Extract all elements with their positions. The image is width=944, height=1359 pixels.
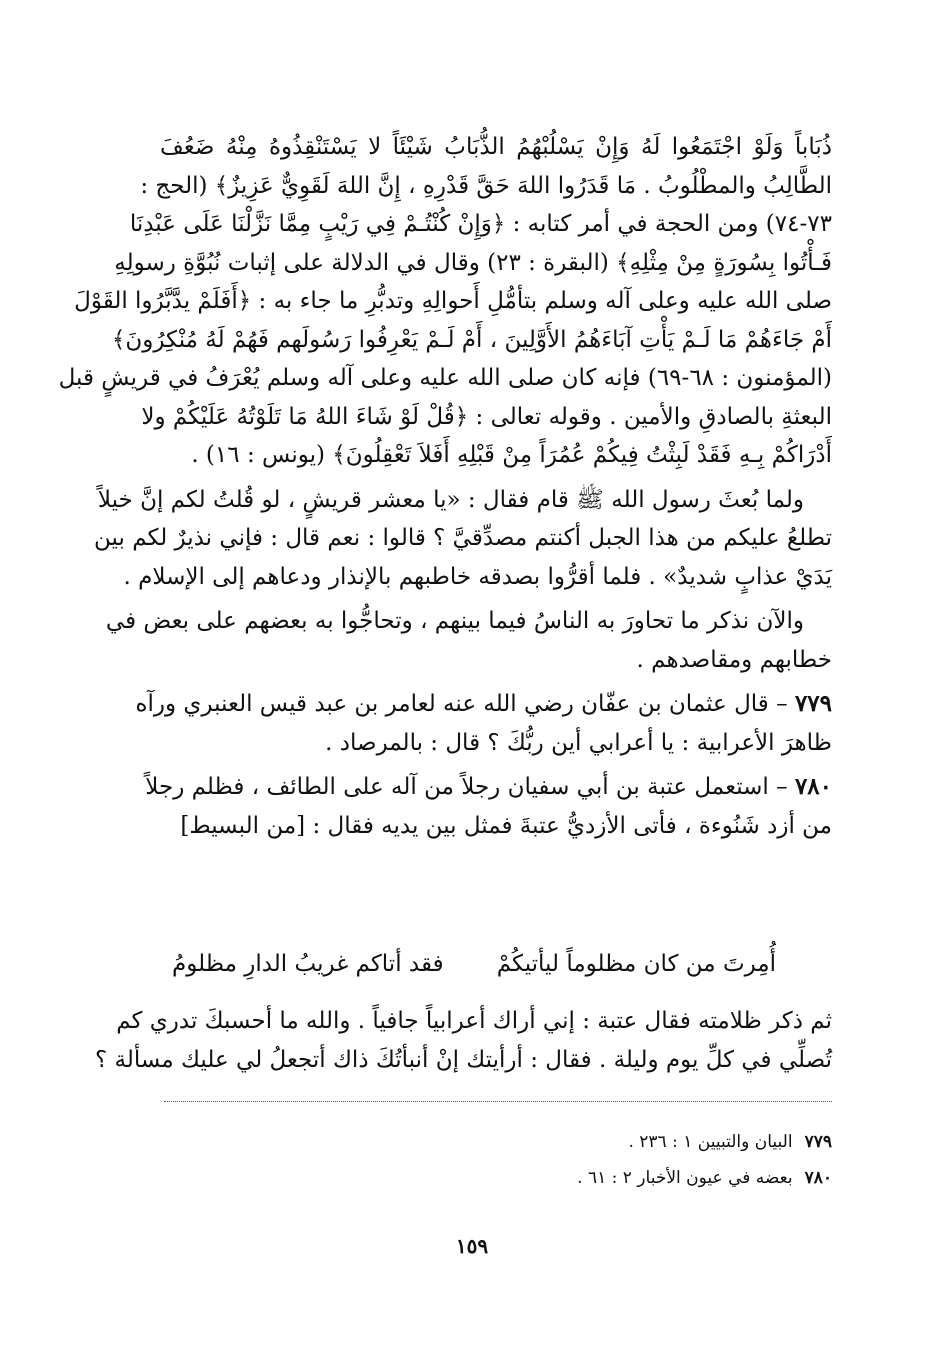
- text-line: تطلعُ عليكم من هذا الجبل أكنتم مصدِّقيَّ ؟ قالوا : نعم قال : فإني نذيرٌ لكم بين: [94, 525, 832, 551]
- footnote-text: بعضه في عيون الأخبار ٢ : ٦١ .: [577, 1168, 793, 1188]
- poem-hemistich-second: فقد أتاكم غريبُ الدارِ مظلومُ: [172, 951, 444, 977]
- text-line: ظاهرَ الأعرابية : يا أعرابي أين ربُّكَ ؟ قال : بالمرصاد .: [325, 729, 832, 756]
- footnotes: [160, 1124, 832, 1196]
- main-text: [58, 128, 832, 845]
- text-line: أَدْرَاكُمْ بِـهِ فَقَدْ لَبِثْتُ فِيكُمْ عُمُرَاً مِنْ قَبْلِهِ أَفَلاَ تَعْقِلُونَ﴾ (يونس : ١٦) .: [191, 442, 832, 468]
- text-line: ثم ذكر ظلامته فقال عتبة : إني أراك أعرابياً جافياً . والله ما أحسبكَ تدري كم: [116, 1008, 832, 1034]
- footnote-text: البيان والتبيين ١ : ٢٣٦ .: [628, 1132, 793, 1152]
- text-line: الطَّالِبُ والمطْلُوبُ . مَا قَدَرُوا اللهَ حَقَّ قَدْرِهِ ، إِنَّ اللهَ لَقَوِيٌّ عَزِيزٌ﴾ (الحج :: [140, 172, 832, 199]
- text-line: (المؤمنون : ٦٨-٦٩) فإنه كان صلى الله عليه وعلى آله وسلم يُعْرَفُ في قريشٍ قبل: [58, 365, 832, 391]
- footnote: [160, 1124, 832, 1160]
- entry-text: – قال عثمان بن عفّان رضي الله عنه لعامر بن عبد قيس العنبري ورآه: [135, 691, 788, 717]
- text-line: ٧٣-٧٤) ومن الحجة في أمر كتابه : ﴿وَإِنْ كُنْتُـمْ فِي رَيْبٍ مِمَّا نَزَّلْنَا عَلَى عَبْدِنَا: [129, 211, 832, 237]
- entry-779-line: [135, 685, 832, 724]
- text-line: يَدَيْ عذابٍ شديدٌ» . فلما أقرُّوا بصدقه خاطبهم بالإنذار ودعاهم إلى الإسلام .: [123, 563, 832, 590]
- text-line: أَمْ جَاءَهُمْ مَا لَـمْ يَأْتِ آبَاءَهُمُ الأَوَّلِينَ ، أَمْ لَـمْ يَعْرِفُوا رَسُولَهم فَهُمْ لَهُ مُنْكِرُونَ﴾: [111, 326, 832, 353]
- text-line: صلى الله عليه وعلى آله وسلم بتأمُّلِ أَحوالِهِ وتدبُّرِ ما جاء به : ﴿أَفَلَمْ يدَّبَّرُوا القَوْلَ: [74, 288, 832, 314]
- text-line: ذُبَاباً وَلَوْ اجْتَمَعُوا لَهُ وَإِنْ يَسْلُبْهُمُ الذُّبَابُ شَيْئَاً لا يَسْتَنْقِذُوهُ مِنْهُ ضَعُفَ: [160, 134, 832, 160]
- entry-number: ٧٨٠: [794, 773, 832, 800]
- footnote-number: ٧٧٩: [804, 1132, 832, 1152]
- text-line: من أزد شَنُوءة ، فأتى الأزديُّ عتبةَ فمثل بين يديه فقال : [من البسيط]: [180, 812, 832, 839]
- text-line: والآن نذكر ما تحاورَ به الناسُ فيما بينهم ، وتحاجُّوا به بعضهم على بعض في: [105, 608, 804, 634]
- text-line: خطابهم ومقاصدهم .: [636, 646, 832, 673]
- text-line: فَـأْتُوا بِسُورَةٍ مِنْ مِثْلِهِ﴾ (البقرة : ٢٣) وقال في الدلالة على إثبات نُبُوَّةِ رسولِهِ: [114, 249, 832, 276]
- entry-text: – استعمل عتبة بن أبي سفيان رجلاً من آله على الطائف ، فظلم رجلاً: [145, 774, 788, 800]
- footnote-number: ٧٨٠: [804, 1168, 832, 1188]
- footnote: [160, 1160, 832, 1196]
- closing-text: [95, 1002, 832, 1079]
- text-line: البعثةِ بالصادقِ والأمين . وقوله تعالى : ﴿قُلْ لَوْ شَاءَ اللهُ مَا تَلَوْتُهُ عَلَيْكُمْ ولا: [141, 403, 832, 430]
- entry-780-line: [145, 768, 832, 807]
- text-line: تُصلِّي في كلِّ يوم وليلة . فقال : أرأيتك إنْ أنبأتُكَ ذاك أتجعلُ لي عليك مسألة ؟: [95, 1046, 832, 1073]
- entry-number: ٧٧٩: [794, 690, 832, 717]
- footnote-separator: [164, 1101, 832, 1102]
- poem-verse: [160, 944, 832, 984]
- poem-hemistich-first: أُمِرتَ من كان مظلوماً ليأتيكُمْ: [496, 951, 776, 977]
- page-number: ١٥٩: [455, 1234, 489, 1258]
- text-line: ولما بُعثَ رسول الله ﷺ قام فقال : «يا معشر قريشٍ ، لو قُلتُ لكم إنَّ خيلاً: [97, 486, 804, 513]
